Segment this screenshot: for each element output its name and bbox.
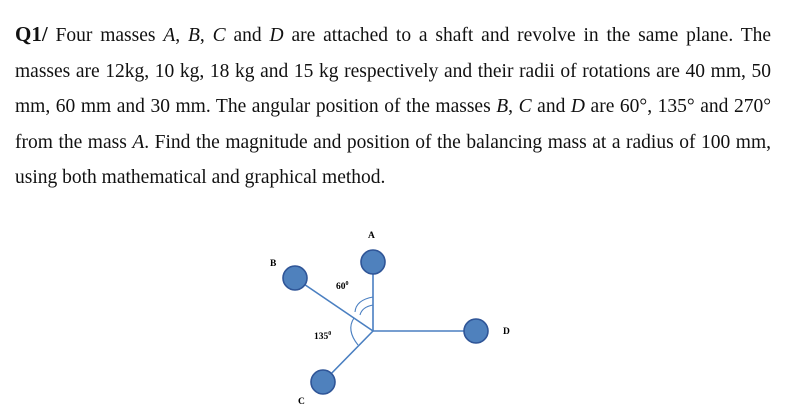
label-d: D [503, 327, 510, 337]
question-text-segment: are attached to a shaft and revolve in the same plane. The masses are 12kg, 10 kg, 18 kg and 15 kg respectively and their radii of rotations are 40 mm, 50 mm, 60 mm and 30 mm. The angular position of the masses [15, 25, 772, 117]
question-text-segment: . Find the magnitude and position of the balancing mass at a radius of 100 mm, using both mathematical and graphical method. [15, 131, 771, 188]
variable-name: C [212, 25, 226, 46]
question-label: Q1/ [15, 22, 48, 46]
angle-arc-ab-inner [360, 305, 373, 315]
mass-c [311, 370, 335, 394]
label-a: A [368, 231, 375, 241]
mass-b [283, 266, 307, 290]
variable-name: C [518, 96, 532, 117]
variable-name: A [132, 131, 145, 153]
question-text-segment: and [531, 96, 571, 117]
variable-name: D [570, 96, 585, 117]
label-b: B [270, 259, 277, 269]
question-text-segment: , [199, 25, 213, 46]
angle-label-ab: $60^0$ [336, 281, 349, 292]
question-text-segment: are 60°, 135° and 270° from the mass [15, 96, 772, 153]
angle-arc-ab [355, 297, 373, 312]
question-text-segment: Four masses [47, 25, 164, 46]
angle-arc-bc [351, 318, 358, 345]
question-text-segment: , [175, 25, 188, 46]
question-text-segment: , [508, 96, 519, 117]
mass-a [361, 250, 385, 274]
variable-name: B [496, 96, 509, 117]
variable-name: D [269, 25, 284, 46]
variable-name: B [187, 25, 200, 46]
question-text-segment: and [225, 25, 270, 46]
variable-name: A [163, 25, 176, 46]
arm-b [295, 278, 373, 331]
angle-label-bc: $135^0$ [314, 331, 332, 342]
label-c: C [298, 397, 305, 407]
mass-d [464, 319, 488, 343]
